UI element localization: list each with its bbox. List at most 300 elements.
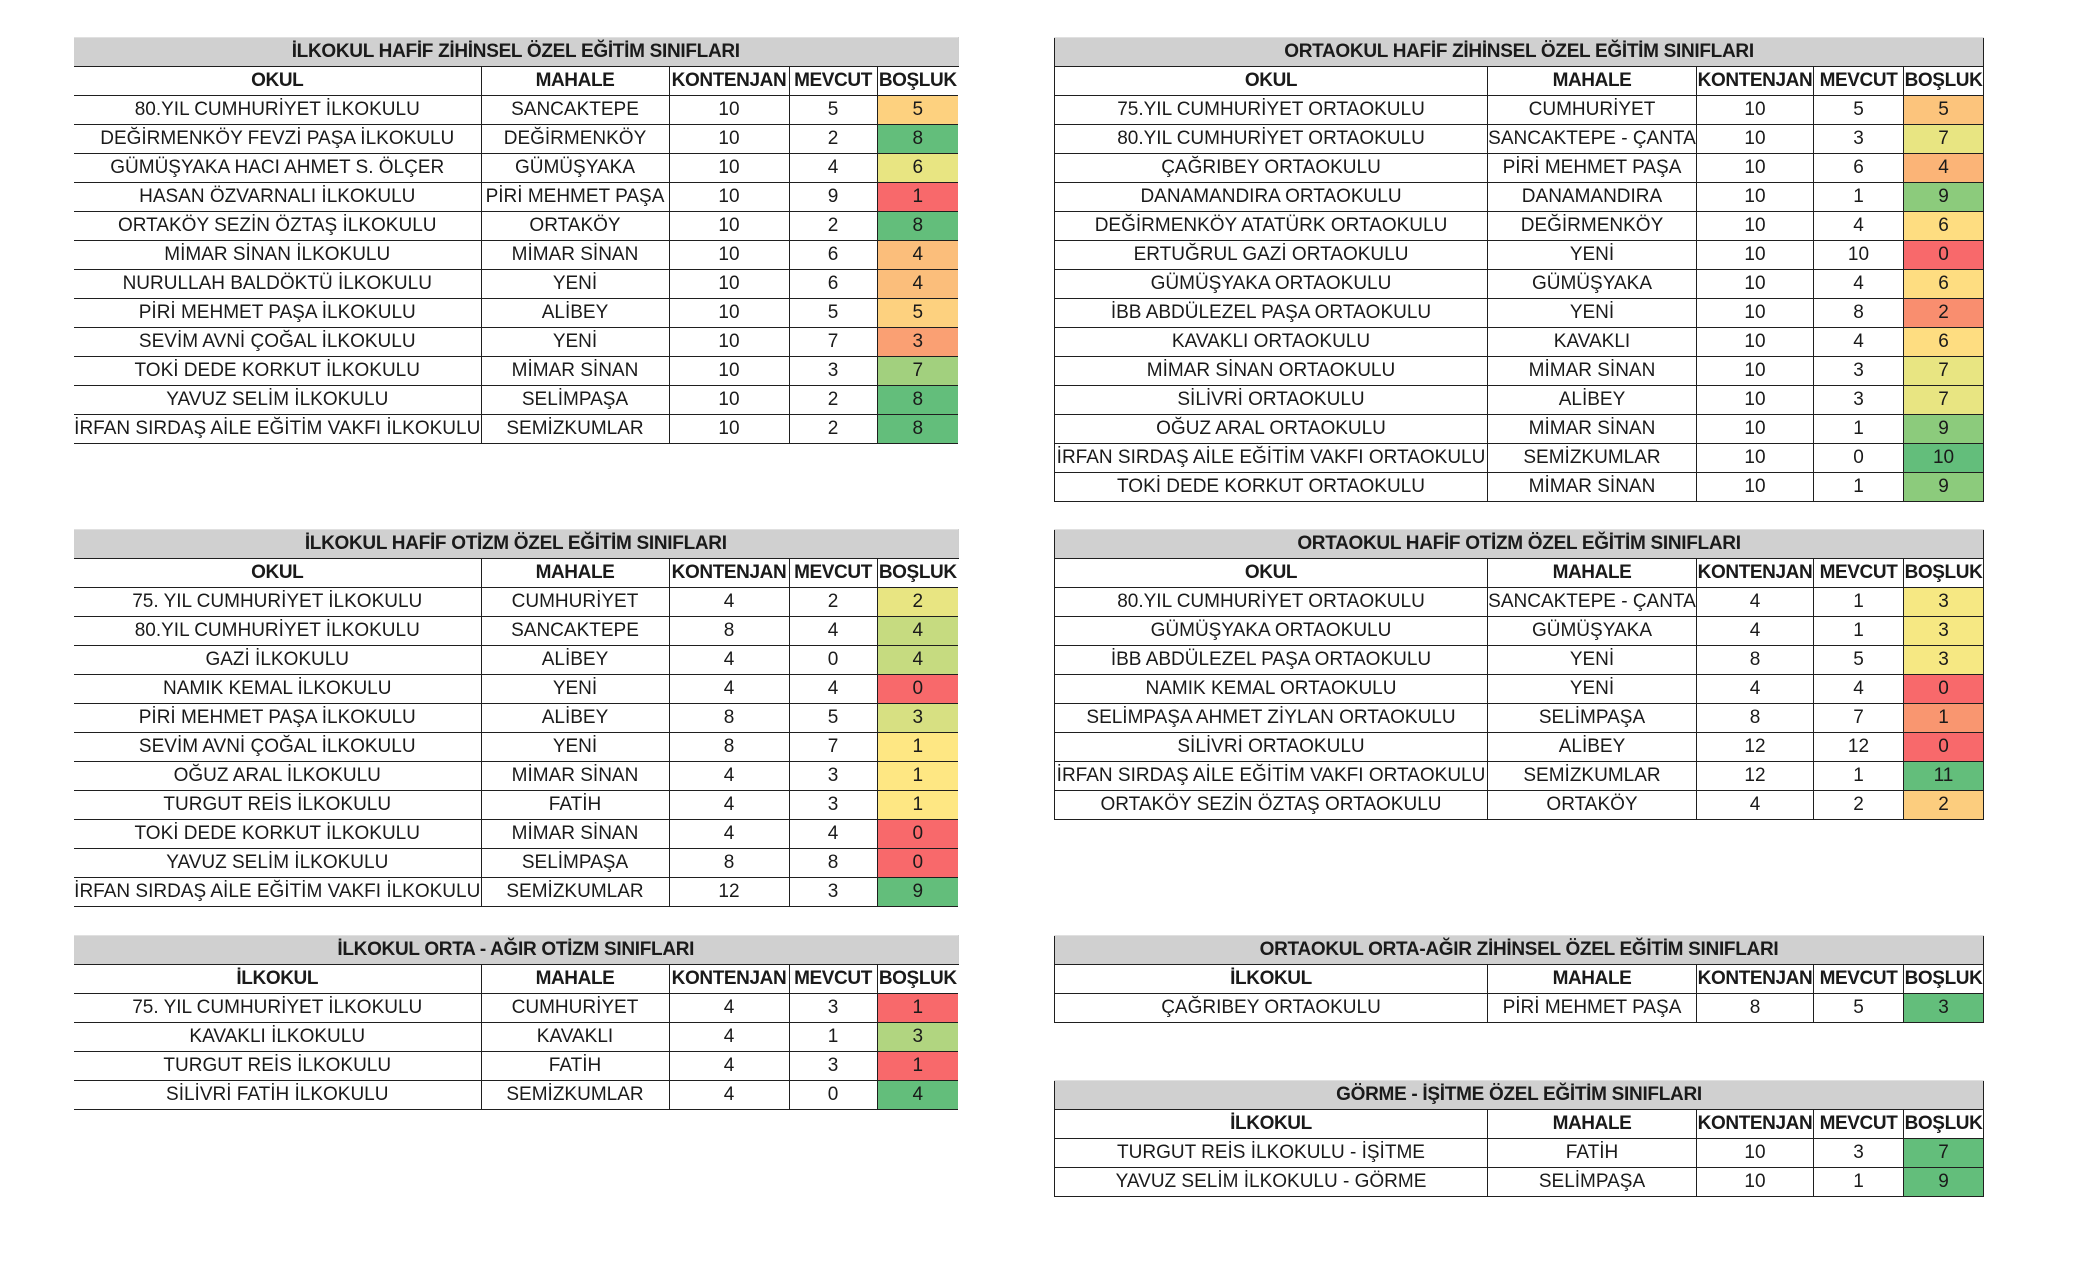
- cell-kontenjan: 10: [1697, 444, 1814, 473]
- cell-mahale: SEMİZKUMLAR: [1488, 444, 1697, 473]
- cell-school: YAVUZ SELİM İLKOKULU - GÖRME: [1055, 1168, 1488, 1197]
- cell-bosluk: 7: [1904, 357, 1984, 386]
- cell-mahale: PİRİ MEHMET PAŞA: [1488, 994, 1697, 1023]
- cell-school: MİMAR SİNAN ORTAOKULU: [1055, 357, 1488, 386]
- cell-kontenjan: 4: [669, 1023, 789, 1052]
- table-ilkokul-orta-agir-otizm: [74, 935, 959, 1110]
- cell-mahale: CUMHURİYET: [481, 588, 669, 617]
- table-row: [74, 762, 958, 791]
- cell-school: GÜMÜŞYAKA ORTAOKULU: [1055, 270, 1488, 299]
- cell-bosluk: 11: [1904, 762, 1984, 791]
- column-header-school: İLKOKUL: [1055, 965, 1488, 994]
- table-row: [1055, 96, 1984, 125]
- cell-kontenjan: 8: [669, 849, 789, 878]
- cell-mevcut: 1: [1814, 473, 1904, 502]
- cell-mahale: FATİH: [1488, 1139, 1697, 1168]
- cell-school: SEVİM AVNİ ÇOĞAL İLKOKULU: [74, 733, 481, 762]
- table-title: ORTAOKUL ORTA-AĞIR ZİHİNSEL ÖZEL EĞİTİM SINIFLARI: [1055, 936, 1984, 965]
- cell-kontenjan: 10: [1697, 1168, 1814, 1197]
- cell-school: TURGUT REİS İLKOKULU - İŞİTME: [1055, 1139, 1488, 1168]
- cell-school: SELİMPAŞA AHMET ZİYLAN ORTAOKULU: [1055, 704, 1488, 733]
- cell-school: OĞUZ ARAL ORTAOKULU: [1055, 415, 1488, 444]
- column-header-kontenjan: KONTENJAN: [1697, 559, 1814, 588]
- table-row: [74, 357, 958, 386]
- cell-kontenjan: 10: [1697, 154, 1814, 183]
- cell-mevcut: 1: [1814, 415, 1904, 444]
- cell-kontenjan: 10: [669, 270, 789, 299]
- table-row: [74, 154, 958, 183]
- cell-kontenjan: 10: [1697, 183, 1814, 212]
- cell-bosluk: 4: [1904, 154, 1984, 183]
- cell-bosluk: 3: [1904, 646, 1984, 675]
- cell-mevcut: 4: [1814, 270, 1904, 299]
- cell-kontenjan: 10: [1697, 96, 1814, 125]
- table-row: [1055, 675, 1984, 704]
- cell-bosluk: 0: [1904, 241, 1984, 270]
- cell-mahale: DANAMANDIRA: [1488, 183, 1697, 212]
- cell-kontenjan: 10: [669, 154, 789, 183]
- table-ilkokul-hafif-otizm: [74, 529, 959, 907]
- cell-school: İRFAN SIRDAŞ AİLE EĞİTİM VAKFI İLKOKULU: [74, 415, 481, 444]
- cell-school: GAZİ İLKOKULU: [74, 646, 481, 675]
- cell-school: ÇAĞRIBEY ORTAOKULU: [1055, 994, 1488, 1023]
- cell-mahale: ALİBEY: [481, 704, 669, 733]
- cell-mahale: SELİMPAŞA: [1488, 704, 1697, 733]
- table-row: [1055, 646, 1984, 675]
- table-row: [74, 849, 958, 878]
- cell-school: PİRİ MEHMET PAŞA İLKOKULU: [74, 704, 481, 733]
- cell-mevcut: 1: [1814, 588, 1904, 617]
- cell-mahale: YENİ: [481, 675, 669, 704]
- cell-mevcut: 5: [1814, 96, 1904, 125]
- table-row: [1055, 733, 1984, 762]
- cell-mahale: MİMAR SİNAN: [481, 762, 669, 791]
- cell-kontenjan: 12: [1697, 733, 1814, 762]
- table-title-row: [1055, 1081, 1984, 1110]
- cell-bosluk: 3: [877, 328, 958, 357]
- cell-mevcut: 9: [789, 183, 877, 212]
- table-row: [74, 1081, 958, 1110]
- cell-bosluk: 5: [877, 299, 958, 328]
- cell-school: İRFAN SIRDAŞ AİLE EĞİTİM VAKFI ORTAOKULU: [1055, 762, 1488, 791]
- cell-bosluk: 3: [1904, 617, 1984, 646]
- cell-kontenjan: 10: [669, 386, 789, 415]
- cell-school: İBB ABDÜLEZEL PAŞA ORTAOKULU: [1055, 646, 1488, 675]
- cell-kontenjan: 4: [1697, 617, 1814, 646]
- cell-school: NAMIK KEMAL İLKOKULU: [74, 675, 481, 704]
- column-header-mahale: MAHALE: [1488, 965, 1697, 994]
- cell-mevcut: 7: [789, 328, 877, 357]
- cell-kontenjan: 8: [669, 733, 789, 762]
- cell-mevcut: 3: [789, 1052, 877, 1081]
- cell-mahale: GÜMÜŞYAKA: [1488, 270, 1697, 299]
- cell-mevcut: 6: [1814, 154, 1904, 183]
- cell-mevcut: 1: [789, 1023, 877, 1052]
- cell-school: DEĞİRMENKÖY FEVZİ PAŞA İLKOKULU: [74, 125, 481, 154]
- cell-mahale: ORTAKÖY: [481, 212, 669, 241]
- column-header-row: [74, 559, 958, 588]
- cell-mahale: SELİMPAŞA: [1488, 1168, 1697, 1197]
- table-row: [1055, 1168, 1984, 1197]
- column-header-mevcut: MEVCUT: [1814, 965, 1904, 994]
- cell-mevcut: 2: [789, 125, 877, 154]
- cell-school: DEĞİRMENKÖY ATATÜRK ORTAOKULU: [1055, 212, 1488, 241]
- table-ortaokul-orta-agir-zihinsel: [1054, 935, 1984, 1023]
- table-row: [74, 588, 958, 617]
- cell-mevcut: 0: [1814, 444, 1904, 473]
- table-title-row: [1055, 38, 1984, 67]
- cell-mahale: ALİBEY: [481, 646, 669, 675]
- table-row: [1055, 386, 1984, 415]
- cell-mahale: ORTAKÖY: [1488, 791, 1697, 820]
- cell-mevcut: 7: [789, 733, 877, 762]
- cell-mevcut: 5: [789, 96, 877, 125]
- table-row: [1055, 125, 1984, 154]
- cell-mevcut: 5: [789, 704, 877, 733]
- table-row: [1055, 762, 1984, 791]
- cell-mahale: YENİ: [1488, 299, 1697, 328]
- cell-kontenjan: 4: [669, 994, 789, 1023]
- cell-mahale: MİMAR SİNAN: [1488, 415, 1697, 444]
- cell-mahale: SEMİZKUMLAR: [1488, 762, 1697, 791]
- column-header-kontenjan: KONTENJAN: [669, 965, 789, 994]
- cell-mahale: SANCAKTEPE: [481, 96, 669, 125]
- cell-school: GÜMÜŞYAKA HACI AHMET S. ÖLÇER: [74, 154, 481, 183]
- cell-kontenjan: 10: [1697, 386, 1814, 415]
- table-row: [1055, 1139, 1984, 1168]
- table-row: [1055, 357, 1984, 386]
- table-title: ORTAOKUL HAFİF OTİZM ÖZEL EĞİTİM SINIFLARI: [1055, 530, 1984, 559]
- column-header-kontenjan: KONTENJAN: [1697, 1110, 1814, 1139]
- cell-bosluk: 1: [877, 762, 958, 791]
- column-header-bosluk: BOŞLUK: [1904, 965, 1984, 994]
- cell-kontenjan: 4: [669, 588, 789, 617]
- cell-bosluk: 7: [1904, 1139, 1984, 1168]
- cell-mahale: YENİ: [481, 733, 669, 762]
- cell-school: İRFAN SIRDAŞ AİLE EĞİTİM VAKFI İLKOKULU: [74, 878, 481, 907]
- column-header-mahale: MAHALE: [481, 559, 669, 588]
- table-row: [74, 733, 958, 762]
- cell-bosluk: 9: [1904, 183, 1984, 212]
- table-title-row: [1055, 936, 1984, 965]
- cell-school: MİMAR SİNAN İLKOKULU: [74, 241, 481, 270]
- cell-bosluk: 5: [877, 96, 958, 125]
- column-header-school: İLKOKUL: [1055, 1110, 1488, 1139]
- cell-bosluk: 2: [877, 588, 958, 617]
- cell-mahale: YENİ: [481, 328, 669, 357]
- table-row: [74, 820, 958, 849]
- cell-school: İBB ABDÜLEZEL PAŞA ORTAOKULU: [1055, 299, 1488, 328]
- cell-mevcut: 4: [789, 617, 877, 646]
- cell-school: ÇAĞRIBEY ORTAOKULU: [1055, 154, 1488, 183]
- cell-bosluk: 1: [877, 733, 958, 762]
- table-row: [74, 675, 958, 704]
- cell-bosluk: 4: [877, 270, 958, 299]
- cell-school: TOKİ DEDE KORKUT ORTAOKULU: [1055, 473, 1488, 502]
- cell-school: SİLİVRİ ORTAOKULU: [1055, 733, 1488, 762]
- cell-mahale: GÜMÜŞYAKA: [481, 154, 669, 183]
- cell-mevcut: 8: [1814, 299, 1904, 328]
- cell-bosluk: 0: [877, 675, 958, 704]
- cell-mahale: ALİBEY: [1488, 386, 1697, 415]
- cell-mahale: FATİH: [481, 1052, 669, 1081]
- cell-bosluk: 1: [877, 183, 958, 212]
- cell-mahale: YENİ: [481, 270, 669, 299]
- table-title-row: [74, 936, 958, 965]
- cell-school: SEVİM AVNİ ÇOĞAL İLKOKULU: [74, 328, 481, 357]
- table-row: [74, 241, 958, 270]
- column-header-bosluk: BOŞLUK: [1904, 1110, 1984, 1139]
- table-title: İLKOKUL HAFİF ZİHİNSEL ÖZEL EĞİTİM SINIFLARI: [74, 38, 958, 67]
- cell-bosluk: 7: [1904, 386, 1984, 415]
- cell-bosluk: 6: [1904, 270, 1984, 299]
- cell-kontenjan: 4: [1697, 675, 1814, 704]
- cell-bosluk: 1: [1904, 704, 1984, 733]
- table-row: [74, 183, 958, 212]
- table-gorme-isitme: [1054, 1080, 1984, 1197]
- cell-mevcut: 2: [1814, 791, 1904, 820]
- cell-bosluk: 8: [877, 125, 958, 154]
- column-header-mevcut: MEVCUT: [789, 559, 877, 588]
- cell-mevcut: 7: [1814, 704, 1904, 733]
- cell-bosluk: 0: [1904, 675, 1984, 704]
- cell-school: 75. YIL CUMHURİYET İLKOKULU: [74, 994, 481, 1023]
- column-header-bosluk: BOŞLUK: [877, 965, 958, 994]
- cell-mevcut: 1: [1814, 183, 1904, 212]
- column-header-row: [1055, 559, 1984, 588]
- cell-school: SİLİVRİ FATİH İLKOKULU: [74, 1081, 481, 1110]
- cell-school: TOKİ DEDE KORKUT İLKOKULU: [74, 820, 481, 849]
- cell-mahale: CUMHURİYET: [1488, 96, 1697, 125]
- cell-school: 75. YIL CUMHURİYET İLKOKULU: [74, 588, 481, 617]
- table-row: [74, 96, 958, 125]
- column-header-mevcut: MEVCUT: [789, 67, 877, 96]
- column-header-school: OKUL: [74, 559, 481, 588]
- cell-mevcut: 4: [789, 154, 877, 183]
- cell-mahale: FATİH: [481, 791, 669, 820]
- cell-kontenjan: 8: [1697, 994, 1814, 1023]
- table-row: [74, 646, 958, 675]
- table-row: [1055, 704, 1984, 733]
- cell-bosluk: 9: [1904, 1168, 1984, 1197]
- cell-school: 75.YIL CUMHURİYET ORTAOKULU: [1055, 96, 1488, 125]
- cell-kontenjan: 10: [669, 415, 789, 444]
- cell-school: NAMIK KEMAL ORTAOKULU: [1055, 675, 1488, 704]
- cell-mahale: SANCAKTEPE - ÇANTA: [1488, 125, 1697, 154]
- cell-bosluk: 1: [877, 994, 958, 1023]
- cell-kontenjan: 10: [1697, 473, 1814, 502]
- column-header-kontenjan: KONTENJAN: [1697, 67, 1814, 96]
- cell-mevcut: 3: [789, 878, 877, 907]
- table-row: [74, 299, 958, 328]
- cell-kontenjan: 10: [1697, 299, 1814, 328]
- table-row: [1055, 270, 1984, 299]
- cell-kontenjan: 10: [669, 299, 789, 328]
- table-row: [1055, 328, 1984, 357]
- cell-mahale: SEMİZKUMLAR: [481, 415, 669, 444]
- table-title-row: [74, 38, 958, 67]
- cell-mevcut: 10: [1814, 241, 1904, 270]
- cell-mevcut: 2: [789, 386, 877, 415]
- cell-mevcut: 3: [789, 791, 877, 820]
- cell-mevcut: 2: [789, 588, 877, 617]
- cell-mahale: SEMİZKUMLAR: [481, 1081, 669, 1110]
- cell-school: TURGUT REİS İLKOKULU: [74, 791, 481, 820]
- cell-kontenjan: 10: [669, 96, 789, 125]
- cell-school: KAVAKLI İLKOKULU: [74, 1023, 481, 1052]
- cell-bosluk: 3: [1904, 588, 1984, 617]
- table-title: ORTAOKUL HAFİF ZİHİNSEL ÖZEL EĞİTİM SINIFLARI: [1055, 38, 1984, 67]
- cell-kontenjan: 10: [669, 328, 789, 357]
- column-header-row: [74, 67, 958, 96]
- cell-mahale: SELİMPAŞA: [481, 386, 669, 415]
- cell-mahale: SANCAKTEPE: [481, 617, 669, 646]
- table-row: [74, 1052, 958, 1081]
- column-header-mevcut: MEVCUT: [1814, 1110, 1904, 1139]
- cell-bosluk: 0: [877, 820, 958, 849]
- cell-school: HASAN ÖZVARNALI İLKOKULU: [74, 183, 481, 212]
- table-ortaokul-hafif-zihinsel: [1054, 37, 1984, 502]
- cell-kontenjan: 4: [669, 1052, 789, 1081]
- cell-school: SİLİVRİ ORTAOKULU: [1055, 386, 1488, 415]
- cell-bosluk: 3: [877, 704, 958, 733]
- cell-school: ORTAKÖY SEZİN ÖZTAŞ İLKOKULU: [74, 212, 481, 241]
- cell-kontenjan: 10: [669, 212, 789, 241]
- column-header-mahale: MAHALE: [1488, 67, 1697, 96]
- cell-mevcut: 6: [789, 270, 877, 299]
- cell-kontenjan: 8: [669, 704, 789, 733]
- cell-bosluk: 5: [1904, 96, 1984, 125]
- table-row: [74, 878, 958, 907]
- column-header-kontenjan: KONTENJAN: [669, 67, 789, 96]
- cell-school: İRFAN SIRDAŞ AİLE EĞİTİM VAKFI ORTAOKULU: [1055, 444, 1488, 473]
- cell-school: TOKİ DEDE KORKUT İLKOKULU: [74, 357, 481, 386]
- cell-bosluk: 4: [877, 1081, 958, 1110]
- table-row: [74, 1023, 958, 1052]
- cell-mahale: MİMAR SİNAN: [481, 357, 669, 386]
- cell-kontenjan: 10: [1697, 125, 1814, 154]
- cell-school: GÜMÜŞYAKA ORTAOKULU: [1055, 617, 1488, 646]
- cell-mahale: MİMAR SİNAN: [1488, 473, 1697, 502]
- column-header-school: OKUL: [74, 67, 481, 96]
- cell-mevcut: 3: [1814, 125, 1904, 154]
- cell-bosluk: 6: [1904, 328, 1984, 357]
- table-row: [74, 791, 958, 820]
- table-row: [1055, 415, 1984, 444]
- cell-kontenjan: 12: [669, 878, 789, 907]
- column-header-row: [1055, 1110, 1984, 1139]
- cell-mevcut: 5: [789, 299, 877, 328]
- table-row: [74, 704, 958, 733]
- column-header-mahale: MAHALE: [1488, 1110, 1697, 1139]
- column-header-bosluk: BOŞLUK: [1904, 559, 1984, 588]
- cell-kontenjan: 10: [1697, 1139, 1814, 1168]
- cell-mevcut: 3: [1814, 386, 1904, 415]
- cell-bosluk: 0: [1904, 733, 1984, 762]
- cell-mevcut: 0: [789, 1081, 877, 1110]
- cell-mahale: CUMHURİYET: [481, 994, 669, 1023]
- cell-mahale: DEĞİRMENKÖY: [1488, 212, 1697, 241]
- column-header-mahale: MAHALE: [481, 67, 669, 96]
- cell-mahale: PİRİ MEHMET PAŞA: [481, 183, 669, 212]
- cell-kontenjan: 4: [669, 762, 789, 791]
- cell-mevcut: 1: [1814, 762, 1904, 791]
- cell-mahale: YENİ: [1488, 241, 1697, 270]
- cell-school: 80.YIL CUMHURİYET ORTAOKULU: [1055, 125, 1488, 154]
- table-row: [1055, 994, 1984, 1023]
- cell-school: OĞUZ ARAL İLKOKULU: [74, 762, 481, 791]
- cell-kontenjan: 10: [669, 125, 789, 154]
- cell-kontenjan: 4: [669, 675, 789, 704]
- cell-mevcut: 4: [1814, 212, 1904, 241]
- cell-mevcut: 5: [1814, 994, 1904, 1023]
- cell-kontenjan: 10: [1697, 328, 1814, 357]
- table-title: GÖRME - İŞİTME ÖZEL EĞİTİM SINIFLARI: [1055, 1081, 1984, 1110]
- column-header-bosluk: BOŞLUK: [1904, 67, 1984, 96]
- cell-mevcut: 5: [1814, 646, 1904, 675]
- cell-bosluk: 0: [877, 849, 958, 878]
- cell-mahale: SANCAKTEPE - ÇANTA: [1488, 588, 1697, 617]
- cell-kontenjan: 4: [1697, 791, 1814, 820]
- cell-mahale: GÜMÜŞYAKA: [1488, 617, 1697, 646]
- cell-mahale: ALİBEY: [481, 299, 669, 328]
- cell-school: YAVUZ SELİM İLKOKULU: [74, 849, 481, 878]
- cell-school: DANAMANDIRA ORTAOKULU: [1055, 183, 1488, 212]
- cell-kontenjan: 4: [669, 820, 789, 849]
- column-header-kontenjan: KONTENJAN: [1697, 965, 1814, 994]
- table-row: [74, 270, 958, 299]
- cell-bosluk: 4: [877, 617, 958, 646]
- cell-bosluk: 2: [1904, 299, 1984, 328]
- table-row: [1055, 212, 1984, 241]
- cell-mahale: DEĞİRMENKÖY: [481, 125, 669, 154]
- cell-kontenjan: 10: [1697, 415, 1814, 444]
- cell-kontenjan: 10: [1697, 241, 1814, 270]
- table-row: [1055, 791, 1984, 820]
- cell-bosluk: 10: [1904, 444, 1984, 473]
- cell-bosluk: 8: [877, 212, 958, 241]
- cell-bosluk: 9: [877, 878, 958, 907]
- table-ilkokul-hafif-zihinsel: [74, 37, 959, 444]
- cell-bosluk: 1: [877, 1052, 958, 1081]
- cell-mevcut: 1: [1814, 617, 1904, 646]
- cell-school: ERTUĞRUL GAZİ ORTAOKULU: [1055, 241, 1488, 270]
- column-header-school: OKUL: [1055, 67, 1488, 96]
- cell-bosluk: 1: [877, 791, 958, 820]
- table-row: [74, 386, 958, 415]
- cell-mevcut: 2: [789, 415, 877, 444]
- table-row: [1055, 617, 1984, 646]
- table-row: [1055, 299, 1984, 328]
- table-row: [1055, 444, 1984, 473]
- cell-mevcut: 3: [1814, 357, 1904, 386]
- table-row: [74, 212, 958, 241]
- cell-bosluk: 4: [877, 241, 958, 270]
- column-header-school: İLKOKUL: [74, 965, 481, 994]
- table-row: [74, 125, 958, 154]
- cell-school: KAVAKLI ORTAOKULU: [1055, 328, 1488, 357]
- cell-mahale: PİRİ MEHMET PAŞA: [1488, 154, 1697, 183]
- cell-kontenjan: 10: [669, 241, 789, 270]
- cell-mevcut: 6: [789, 241, 877, 270]
- cell-mevcut: 4: [789, 675, 877, 704]
- cell-bosluk: 8: [877, 386, 958, 415]
- cell-mahale: SELİMPAŞA: [481, 849, 669, 878]
- cell-kontenjan: 10: [1697, 357, 1814, 386]
- cell-mahale: MİMAR SİNAN: [481, 241, 669, 270]
- cell-mahale: KAVAKLI: [1488, 328, 1697, 357]
- table-row: [1055, 473, 1984, 502]
